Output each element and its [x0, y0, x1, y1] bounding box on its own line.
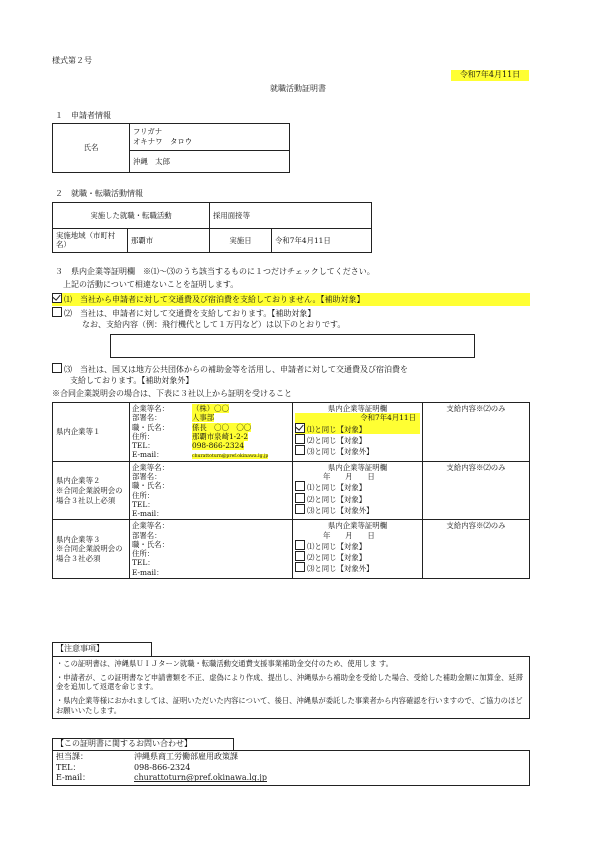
furigana-label: フリガナ: [133, 127, 163, 137]
cert-header: 県内企業等証明欄: [327, 462, 388, 472]
section3-heading: ３ 県内企業等証明欄 ※⑴～⑶のうち該当するものに１つだけチェックしてください。: [55, 267, 375, 276]
company1-department[interactable]: 人事部: [192, 413, 215, 423]
cert-header: 県内企業等証明欄: [327, 521, 388, 531]
choice-label: ⑵と同じ【対象】: [307, 494, 367, 504]
company3-label-cell: [53, 520, 130, 579]
field-tel-label: TEL：: [132, 441, 155, 450]
company2-choice-2-checkbox[interactable]: [295, 493, 305, 503]
field-company-name-label: 企業等名：: [132, 521, 169, 531]
company2-sub: ※合同企業説明会の場合３社以上必須: [56, 485, 123, 505]
document-title: 就職活動証明書: [270, 84, 326, 93]
company1-choice-3-checkbox[interactable]: [295, 445, 305, 455]
tel-label: TEL：: [56, 762, 81, 772]
field-position-label: 職・氏名：: [132, 422, 169, 432]
joint-fair-note: ※合同企業説明会の場合は、下表に３社以上から証明を受けること: [52, 389, 292, 398]
region-label: 実施地域（市町村名）: [53, 229, 128, 253]
certify-intro: 上記の活動について相違ないことを証明します。: [63, 280, 239, 289]
company3-cert-date[interactable]: 年 月 日: [323, 530, 375, 540]
company3-choice-3-checkbox[interactable]: [295, 562, 305, 572]
furigana-value[interactable]: オキナワ タロウ: [133, 137, 193, 146]
company1-cert-date[interactable]: 令和7年4月11日: [295, 413, 420, 422]
field-department-label: 部署名：: [132, 472, 162, 482]
company1-cert: [293, 403, 423, 462]
content-header: 支給内容※⑵のみ: [446, 404, 506, 413]
company3-fields[interactable]: [130, 520, 293, 579]
notes-block: [52, 642, 530, 719]
field-tel-label: TEL：: [132, 499, 155, 509]
note-2: ・申請者が、この証明書など申請書類を不正、虚偽により作成、提出し、沖縄県から補助金を受給した場合、受給した補助金額に加算金、延滞金を追加して返還を命じます。: [56, 672, 523, 692]
note-1: ・この証明書は、沖縄県ＵＩＪターン就職・転職活動交通費支援事業補助金交付のため、使用しま す。: [56, 658, 393, 668]
company2-cert: [293, 461, 423, 520]
field-email-label: E-mail：: [132, 509, 164, 519]
issue-date: 令和7年4月11日: [451, 70, 529, 81]
activity-table: [52, 202, 372, 253]
choice-label: ⑴と同じ【対象】: [307, 541, 367, 551]
field-company-name-label: 企業等名：: [132, 462, 169, 472]
option-2-checkbox[interactable]: [52, 307, 62, 317]
field-department-label: 部署名：: [132, 530, 162, 540]
option-1[interactable]: [52, 293, 530, 306]
option-2-note: なお、支給内容（例：飛行機代として１万円など）は以下のとおりです。: [82, 320, 346, 329]
company1-choice-2-checkbox[interactable]: [295, 434, 305, 444]
company3-choice-2[interactable]: [295, 551, 420, 562]
email-label: E-mail：: [56, 773, 91, 783]
choice-label: ⑵と同じ【対象】: [307, 553, 367, 563]
contact-body: [52, 750, 530, 786]
company1-tel[interactable]: 098-866-2324: [192, 441, 245, 450]
choice-label: ⑴と同じ【対象】: [307, 483, 367, 493]
company2-fields[interactable]: [130, 461, 293, 520]
form-number: 様式第２号: [52, 56, 92, 65]
option-3[interactable]: [52, 363, 408, 376]
option-2-text: ⑵ 当社は、申請者に対して交通費を支給しております。【補助対象】: [64, 309, 316, 318]
notes-body: [52, 656, 530, 719]
company3-choice-1-checkbox[interactable]: [295, 540, 305, 550]
company2-cert-date[interactable]: 年 月 日: [323, 472, 375, 482]
dept-label: 担当課：: [56, 751, 88, 761]
name-label: 氏名: [53, 124, 130, 173]
field-position-label: 職・氏名：: [132, 481, 169, 491]
option-2-content-box[interactable]: [110, 334, 475, 358]
option-1-text: ⑴ 当社から申請者に対して交通費及び宿泊費を支給しておりません。【補助対象】: [64, 295, 365, 304]
field-position-label: 職・氏名：: [132, 539, 169, 549]
company3-cert: [293, 520, 423, 579]
choice-label: ⑶と同じ【対象外】: [307, 564, 374, 574]
company1-choice-1-checkbox[interactable]: [295, 423, 305, 433]
furigana-cell: [130, 124, 290, 151]
note-3: ・県内企業等様におかれましては、証明いただいた内容について、後日、沖縄県が委託した事業者から内容確認を行いますので、ご協力のほどお願いいたします。: [56, 696, 523, 716]
company2-choice-1-checkbox[interactable]: [295, 481, 305, 491]
company2-choice-3[interactable]: [295, 504, 420, 515]
company1-email[interactable]: churattoturn@pref.okinawa.lg.jp: [192, 454, 269, 460]
option-1-checkbox[interactable]: [52, 293, 62, 303]
field-address-label: 住所：: [132, 431, 155, 441]
applicant-name[interactable]: 沖縄 太郎: [130, 151, 290, 173]
company1-label: 県内企業等１: [53, 403, 130, 462]
company3-choice-3[interactable]: [295, 562, 420, 573]
applicant-table: [52, 123, 290, 173]
field-email-label: E-mail：: [132, 567, 164, 577]
company1-position[interactable]: 係長 〇〇 〇〇: [192, 422, 252, 432]
option-3-text: ⑶ 当社は、国又は地方公共団体からの補助金等を活用し、申請者に対して交通費及び宿泊費を: [64, 365, 408, 374]
field-company-name-label: 企業等名：: [132, 404, 169, 413]
company1-name[interactable]: （株）〇〇: [192, 404, 229, 413]
content-header: 支給内容※⑵のみ: [446, 462, 506, 472]
company3-sub: ※合同企業説明会の場合３社必須: [56, 544, 123, 564]
choice-label: ⑶と同じ【対象外】: [307, 505, 374, 515]
choice-label: ⑶と同じ【対象外】: [307, 447, 374, 456]
contact-heading: 【この証明書に関するお問い合わせ】: [52, 738, 234, 750]
company-table: [52, 402, 530, 579]
activity-label: 実施した就職・転職活動: [53, 203, 210, 229]
field-address-label: 住所：: [132, 549, 155, 559]
activity-value[interactable]: 採用面接等: [210, 203, 372, 229]
company1-fields: [130, 403, 293, 462]
field-tel-label: TEL：: [132, 558, 155, 568]
email-link[interactable]: churattoturn@pref.okinawa.lg.jp: [134, 773, 267, 783]
notes-heading: 【注意事項】: [52, 642, 152, 656]
option-3-line2: 支給しております。【補助対象外】: [70, 376, 194, 385]
company1-choice-2[interactable]: [295, 434, 420, 445]
option-2[interactable]: [52, 307, 315, 320]
content-header: 支給内容※⑵のみ: [446, 521, 506, 531]
section2-heading: ２ 就職・転職活動情報: [55, 189, 143, 198]
company2-label: 県内企業等２: [56, 476, 101, 486]
company2-label-cell: [53, 461, 130, 520]
region-value[interactable]: 那覇市: [128, 229, 210, 253]
field-department-label: 部署名：: [132, 413, 162, 423]
company1-choice-3[interactable]: [295, 445, 420, 456]
company2-choice-1[interactable]: [295, 481, 420, 492]
choice-label: ⑴と同じ【対象】: [307, 424, 367, 434]
choice-label: ⑵と同じ【対象】: [307, 435, 367, 445]
company3-content[interactable]: [423, 520, 530, 579]
company3-choice-1[interactable]: [295, 540, 420, 551]
company2-content[interactable]: [423, 461, 530, 520]
date-value[interactable]: 令和7年4月11日: [272, 229, 372, 253]
date-label: 実施日: [210, 229, 272, 253]
field-email-label: E-mail：: [132, 450, 164, 460]
company2-choice-2[interactable]: [295, 493, 420, 504]
dept-value: 沖縄県商工労働部雇用政策課: [134, 751, 238, 761]
section1-heading: １ 申請者情報: [55, 111, 111, 120]
cert-header: 県内企業等証明欄: [327, 404, 388, 413]
contact-block: [52, 738, 530, 786]
field-address-label: 住所：: [132, 490, 155, 500]
company3-choice-2-checkbox[interactable]: [295, 551, 305, 561]
company1-content[interactable]: [423, 403, 530, 462]
tel-value: 098-866-2324: [134, 762, 191, 772]
company1-choice-1[interactable]: [295, 423, 420, 434]
company3-label: 県内企業等３: [56, 534, 101, 544]
company1-address[interactable]: 那覇市泉崎1-2-2: [192, 431, 249, 441]
company2-choice-3-checkbox[interactable]: [295, 504, 305, 514]
option-3-checkbox[interactable]: [52, 363, 62, 373]
